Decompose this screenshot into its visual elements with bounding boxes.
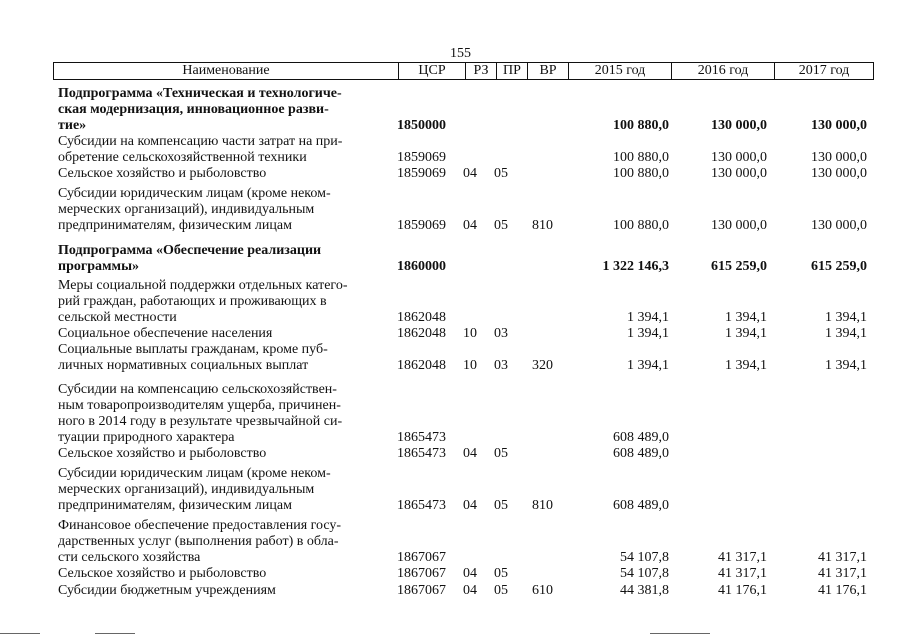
cell-y2016: 130 000,0 [711,118,767,133]
cell-csr: 1859069 [397,150,446,165]
row-name-line: туации природного характера [58,430,235,445]
row-name-line: предпринимателям, физическим лицам [58,498,292,513]
row-name-line: рий граждан, работающих и проживающих в [58,294,327,309]
cell-y2017: 130 000,0 [811,218,867,233]
row-name-line: предпринимателям, физическим лицам [58,218,292,233]
cell-rz: 04 [463,218,477,233]
cell-pr: 05 [494,583,508,598]
cell-y2015: 44 381,8 [620,583,669,598]
row-name-line: ская модернизация, инновационное разви- [58,102,329,117]
cell-pr: 03 [494,358,508,373]
cell-csr: 1867067 [397,583,446,598]
row-name-line: Социальные выплаты гражданам, кроме пуб- [58,342,328,357]
cell-y2016: 41 176,1 [718,583,767,598]
row-name-line: Меры социальной поддержки отдельных катего- [58,278,348,293]
cell-vr: 610 [532,583,553,598]
cell-pr: 05 [494,498,508,513]
row-name-line: Субсидии юридическим лицам (кроме неком- [58,466,331,481]
row-name-line: Социальное обеспечение населения [58,326,273,341]
row-name-line: дарственных услуг (выполнения работ) в обла- [58,534,339,549]
header-2016: 2016 год [671,63,774,79]
row-name-line: Сельское хозяйство и рыболовство [58,446,267,461]
cell-y2017: 130 000,0 [811,118,867,133]
row-name-line: тие» [58,118,87,133]
cell-rz: 04 [463,446,477,461]
cell-csr: 1865473 [397,430,446,445]
scan-artifact [650,633,710,634]
cell-y2015: 100 880,0 [613,166,669,181]
cell-y2015: 100 880,0 [613,118,669,133]
cell-rz: 04 [463,166,477,181]
row-name-line: ным товаропроизводителям ущерба, причинен- [58,398,341,413]
row-name-line: Сельское хозяйство и рыболовство [58,566,267,581]
cell-y2016: 1 394,1 [725,310,767,325]
cell-pr: 05 [494,218,508,233]
row-name-line: Подпрограмма «Обеспечение реализации [58,243,322,258]
cell-csr: 1862048 [397,326,446,341]
cell-y2015: 54 107,8 [620,550,669,565]
row-name-line: Финансовое обеспечение предоставления госу- [58,518,342,533]
cell-csr: 1867067 [397,550,446,565]
row-name [58,583,388,599]
header-csr: ЦСР [398,63,465,79]
cell-csr: 1859069 [397,218,446,233]
cell-y2016: 130 000,0 [711,218,767,233]
cell-pr: 05 [494,446,508,461]
cell-y2016: 130 000,0 [711,166,767,181]
row-name-line: мерческих организаций), индивидуальным [58,482,315,497]
row-name-line: ного в 2014 году в результате чрезвычайной си- [58,414,343,429]
cell-vr: 810 [532,498,553,513]
cell-rz: 04 [463,583,477,598]
cell-y2015: 1 394,1 [627,358,669,373]
row-name-line: программы» [58,259,139,274]
scan-artifact [95,633,135,634]
cell-y2015: 608 489,0 [613,446,669,461]
row-name-line: Сельское хозяйство и рыболовство [58,166,267,181]
cell-rz: 04 [463,566,477,581]
cell-y2017: 1 394,1 [825,310,867,325]
cell-y2016: 41 317,1 [718,550,767,565]
row-name-line: личных нормативных социальных выплат [58,358,309,373]
cell-y2017: 1 394,1 [825,358,867,373]
header-rz: РЗ [465,63,496,79]
cell-csr: 1860000 [397,259,446,274]
cell-y2015: 1 394,1 [627,310,669,325]
header-2017: 2017 год [774,63,873,79]
cell-y2016: 41 317,1 [718,566,767,581]
page-number: 155 [450,46,471,61]
cell-csr: 1859069 [397,166,446,181]
row-name-line: Субсидии юридическим лицам (кроме неком- [58,186,331,201]
header-name: Наименование [182,63,270,78]
cell-y2015: 100 880,0 [613,150,669,165]
scan-artifact [0,633,40,634]
cell-y2017: 41 317,1 [818,550,867,565]
cell-y2015: 54 107,8 [620,566,669,581]
cell-csr: 1867067 [397,566,446,581]
cell-pr: 03 [494,326,508,341]
cell-y2016: 130 000,0 [711,150,767,165]
row-name-line: Субсидии на компенсацию сельскохозяйствен- [58,382,337,397]
cell-rz: 10 [463,326,477,341]
cell-y2017: 41 176,1 [818,583,867,598]
cell-csr: 1862048 [397,358,446,373]
cell-y2017: 130 000,0 [811,166,867,181]
cell-y2015: 1 322 146,3 [602,259,669,274]
cell-y2017: 130 000,0 [811,150,867,165]
cell-rz: 10 [463,358,477,373]
cell-y2015: 608 489,0 [613,430,669,445]
header-2015: 2015 год [568,63,671,79]
cell-vr: 810 [532,218,553,233]
cell-pr: 05 [494,166,508,181]
cell-csr: 1865473 [397,498,446,513]
header-vr: ВР [527,63,568,79]
cell-y2016: 615 259,0 [711,259,767,274]
cell-y2016: 1 394,1 [725,326,767,341]
cell-y2016: 1 394,1 [725,358,767,373]
row-name-line: сельской местности [58,310,177,325]
row-name-line: обретение сельскохозяйственной техники [58,150,307,165]
row-name-line: сти сельского хозяйства [58,550,201,565]
row-name-line: Субсидии на компенсацию части затрат на при- [58,134,343,149]
cell-y2017: 41 317,1 [818,566,867,581]
cell-y2015: 100 880,0 [613,218,669,233]
cell-csr: 1850000 [397,118,446,133]
row-name-line: мерческих организаций), индивидуальным [58,202,315,217]
header-pr: ПР [496,63,527,79]
cell-csr: 1862048 [397,310,446,325]
cell-csr: 1865473 [397,446,446,461]
cell-vr: 320 [532,358,553,373]
cell-y2015: 1 394,1 [627,326,669,341]
cell-pr: 05 [494,566,508,581]
cell-y2015: 608 489,0 [613,498,669,513]
row-name-line: Субсидии бюджетным учреждениям [58,583,276,598]
row-name-line: Подпрограмма «Техническая и технологиче- [58,86,342,101]
cell-rz: 04 [463,498,477,513]
cell-y2017: 615 259,0 [811,259,867,274]
cell-y2017: 1 394,1 [825,326,867,341]
